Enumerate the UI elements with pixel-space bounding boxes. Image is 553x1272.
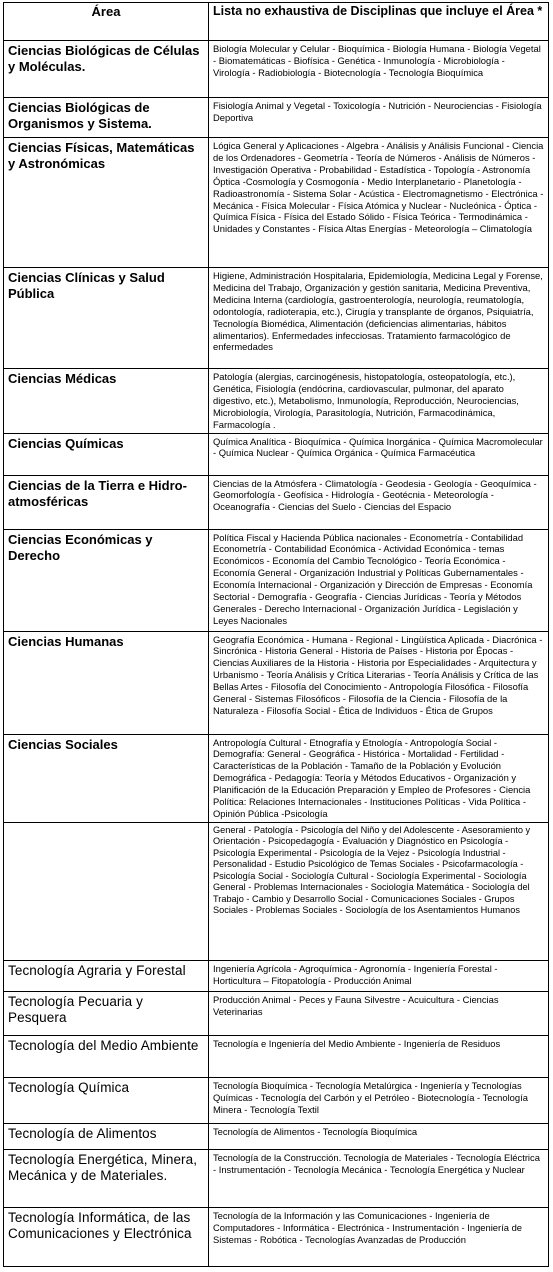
area-cell: Tecnología Pecuaria y Pesquera (4, 991, 209, 1035)
table-row (4, 734, 549, 822)
table-row (4, 1035, 549, 1077)
table-row (4, 1077, 549, 1123)
disciplines-cell: Tecnología de la Información y las Comunicaciones - Ingeniería de Computadores - Informática - Electrónica - Instrumentación - Ingeniería de Sistemas - Robótica - Tecnologías Avanzadas de Producción (209, 1207, 549, 1266)
area-cell: Ciencias Biológicas de Células y Moléculas. (4, 41, 209, 98)
area-cell: Tecnología de Alimentos (4, 1123, 209, 1149)
area-cell: Tecnología Agraria y Forestal (4, 960, 209, 991)
table-row (4, 1207, 549, 1266)
disciplines-cell: Ciencias de la Atmósfera - Climatología - Geodesia - Geología - Geoquímica - Geomorfología - Geofísica - Hidrología - Geotécnia - Meteorología - Oceanografía - Ciencias del Suelo - Ciencias del Espacio (209, 475, 549, 529)
disciplines-cell: Lógica General y Aplicaciones - Algebra - Análisis y Análisis Funcional - Ciencia de los Ordenadores - Geometría - Teoría de Números - Análisis de Números - Investigación Operativa - Probabilidad - Estadística - Topología - Astronomía Óptica -Cosmología y Cosmogonía - Medio Interplanetario - Planetología - Radioastronomía - Sistema Solar - Acústica - Electromagnetismo - Electrónica - Mecánica - Física Molecular - Física Atómica y Nuclear - Nucleónica - Óptica - Química Física - Física del Estado Sólido - Física Teórica - Termodinámica - Unidades y Constantes - Física Altas Energías - Meteorología – Climatología (209, 138, 549, 268)
area-cell: Ciencias Sociales (4, 734, 209, 822)
area-cell: Tecnología Energética, Minera, Mecánica y de Materiales. (4, 1149, 209, 1207)
disciplines-document (3, 2, 548, 1267)
table-row (4, 1123, 549, 1149)
disciplines-cell: Tecnología e Ingeniería del Medio Ambiente - Ingeniería de Residuos (209, 1035, 549, 1077)
table-row (4, 631, 549, 734)
table-row (4, 98, 549, 138)
continuation-row (4, 822, 549, 960)
area-cell: Ciencias Médicas (4, 369, 209, 434)
area-cell: Ciencias Económicas y Derecho (4, 529, 209, 631)
disciplines-cell: Tecnología de la Construcción. Tecnología de Materiales - Tecnología Eléctrica - Instrumentación - Tecnología Mecánica - Tecnología Energética y Nuclear (209, 1149, 549, 1207)
area-cell: Ciencias Químicas (4, 433, 209, 475)
area-cell: Ciencias de la Tierra e Hidro-atmosféricas (4, 475, 209, 529)
table-row (4, 369, 549, 434)
area-cell: Tecnología Química (4, 1077, 209, 1123)
disciplines-cell: Higiene, Administración Hospitalaria, Epidemiología, Medicina Legal y Forense, Medicina del Trabajo, Organización y gestión sanitaria, Medicina Preventiva, Medicina Interna (cardiología, gastroenterología, neurología, reumatología, odontología, radioterapia, etc.), Cirugía y transplante de órganos, Psiquiatría, Tecnología Biomédica, Alimentación (deficiencias alimentarias, hábitos alimentarios). Enfermedades infecciosas. Tratamiento farmacológico de enfermedades (209, 268, 549, 369)
area-cell: Tecnología del Medio Ambiente (4, 1035, 209, 1077)
table-row (4, 960, 549, 991)
disciplines-cell: Antropología Cultural - Etnografía y Etnología - Antropología Social - Demografía: General - Geográfica - Histórica - Mortalidad - Fertilidad - Características de la Población - Tamaño de la Población y Evolución Demográfica - Pedagogía: Teoría y Métodos Educativos - Organización y Planificación de la Educación Preparación y Empleo de Profesores - Ciencia Política: Relaciones Internacionales - Instituciones Políticas - Vida Política - Opinión Pública -Psicología (209, 734, 549, 822)
disciplines-cell: Tecnología Bioquímica - Tecnología Metalúrgica - Ingeniería y Tecnologías Químicas - Tecnología del Carbón y el Petróleo - Biotecnología - Tecnología Minera - Tecnología Textil (209, 1077, 549, 1123)
table-row (4, 1149, 549, 1207)
area-cell: Ciencias Biológicas de Organismos y Sistema. (4, 98, 209, 138)
areas-table-continued (3, 822, 549, 1267)
disciplines-cell: Ingeniería Agrícola - Agroquímica - Agronomía - Ingeniería Forestal - Horticultura – Fitopatología - Producción Animal (209, 960, 549, 991)
table-row (4, 475, 549, 529)
disciplines-cell: Geografía Económica - Humana - Regional - Lingüística Aplicada - Diacrónica - Sincrónica - Historia General - Historia de Países - Historia por Épocas - Ciencias Auxiliares de la Historia - Historia por Especialidades - Arquitectura y Urbanismo - Teoría Análisis y Crítica Literarias - Teoría Análisis y Crítica de las Bellas Artes - Filosofía del Conocimiento - Antropología Filosófica - Filosofía General - Sistemas Filosóficos - Filosofía de la Ciencia - Filosofía de la Naturaleza - Filosofía Social - Ética de Individuos - Ética de Grupos (209, 631, 549, 734)
table-row (4, 138, 549, 268)
header-area: Área (4, 3, 209, 41)
disciplines-cell: Biología Molecular y Celular - Bioquímica - Biología Humana - Biología Vegetal - Biomatemáticas - Biofísica - Genética - Inmunología - Microbiología - Virología - Radiobiología - Biotecnología - Tecnología Bioquímica (209, 41, 549, 98)
disciplines-cell: Política Fiscal y Hacienda Pública nacionales - Econometría - Contabilidad Econometría - Contabilidad Económica - Actividad Económica - temas Económicos - Economía del Cambio Tecnológico - Teoría Económica - Economía General - Organización Industrial y Políticas Gubernamentales - Economía Internacional - Organización y Dirección de Empresas - Economía Sectorial - Demografía - Geografía - Ciencias Jurídicas - Teoría y Métodos Generales - Derecho Internacional - Organización Jurídica - Legislación y Leyes Nacionales (209, 529, 549, 631)
area-cell: Tecnología Informática, de las Comunicaciones y Electrónica (4, 1207, 209, 1266)
area-cell: Ciencias Clínicas y Salud Pública (4, 268, 209, 369)
table-row (4, 268, 549, 369)
disciplines-cell: Fisiología Animal y Vegetal - Toxicología - Nutrición - Neurociencias - Fisiología Deportiva (209, 98, 549, 138)
disciplines-cell: Tecnología de Alimentos - Tecnología Bioquímica (209, 1123, 549, 1149)
header-disciplines: Lista no exhaustiva de Disciplinas que incluye el Área * (209, 3, 549, 41)
empty-area-cell (4, 822, 209, 960)
area-cell: Ciencias Físicas, Matemáticas y Astronómicas (4, 138, 209, 268)
area-cell: Ciencias Humanas (4, 631, 209, 734)
table-row (4, 433, 549, 475)
disciplines-cell: Patología (alergias, carcinogénesis, histopatología, osteopatología, etc.), Genética, Fisiología (endócrina, cardiovascular, pulmonar, del aparato digestivo, etc.), Metabolismo, Inmunología, Reproducción, Neurociencias, Microbiología, Virología, Parasitología, Nutrición, Farmacodinámica, Farmacología . (209, 369, 549, 434)
table-row (4, 41, 549, 98)
disciplines-cell: Producción Animal - Peces y Fauna Silvestre - Acuicultura - Ciencias Veterinarias (209, 991, 549, 1035)
table-row (4, 991, 549, 1035)
table-row (4, 529, 549, 631)
disciplines-continuation-cell: General - Patología - Psicología del Niño y del Adolescente - Asesoramiento y Orientación - Psicopedagogía - Evaluación y Diagnóstico en Psicología - Psicología Experimental - Psicología de la Vejez - Psicología Industrial - Personalidad - Estudio Psicológico de Temas Sociales - Psicofarmacología - Psicología Social - Sociología Cultural - Sociología Experimental - Sociología General - Problemas Internacionales - Sociología Matemática - Sociología del Trabajo - Cambio y Desarrollo Social - Comunicaciones Sociales - Grupos Sociales - Problemas Sociales - Sociología de los Asentamientos Humanos (209, 822, 549, 960)
areas-table (3, 2, 549, 823)
disciplines-cell: Química Analítica - Bioquímica - Química Inorgánica - Química Macromolecular - Química Nuclear - Química Orgánica - Química Farmacéutica (209, 433, 549, 475)
table-header-row (4, 3, 549, 41)
